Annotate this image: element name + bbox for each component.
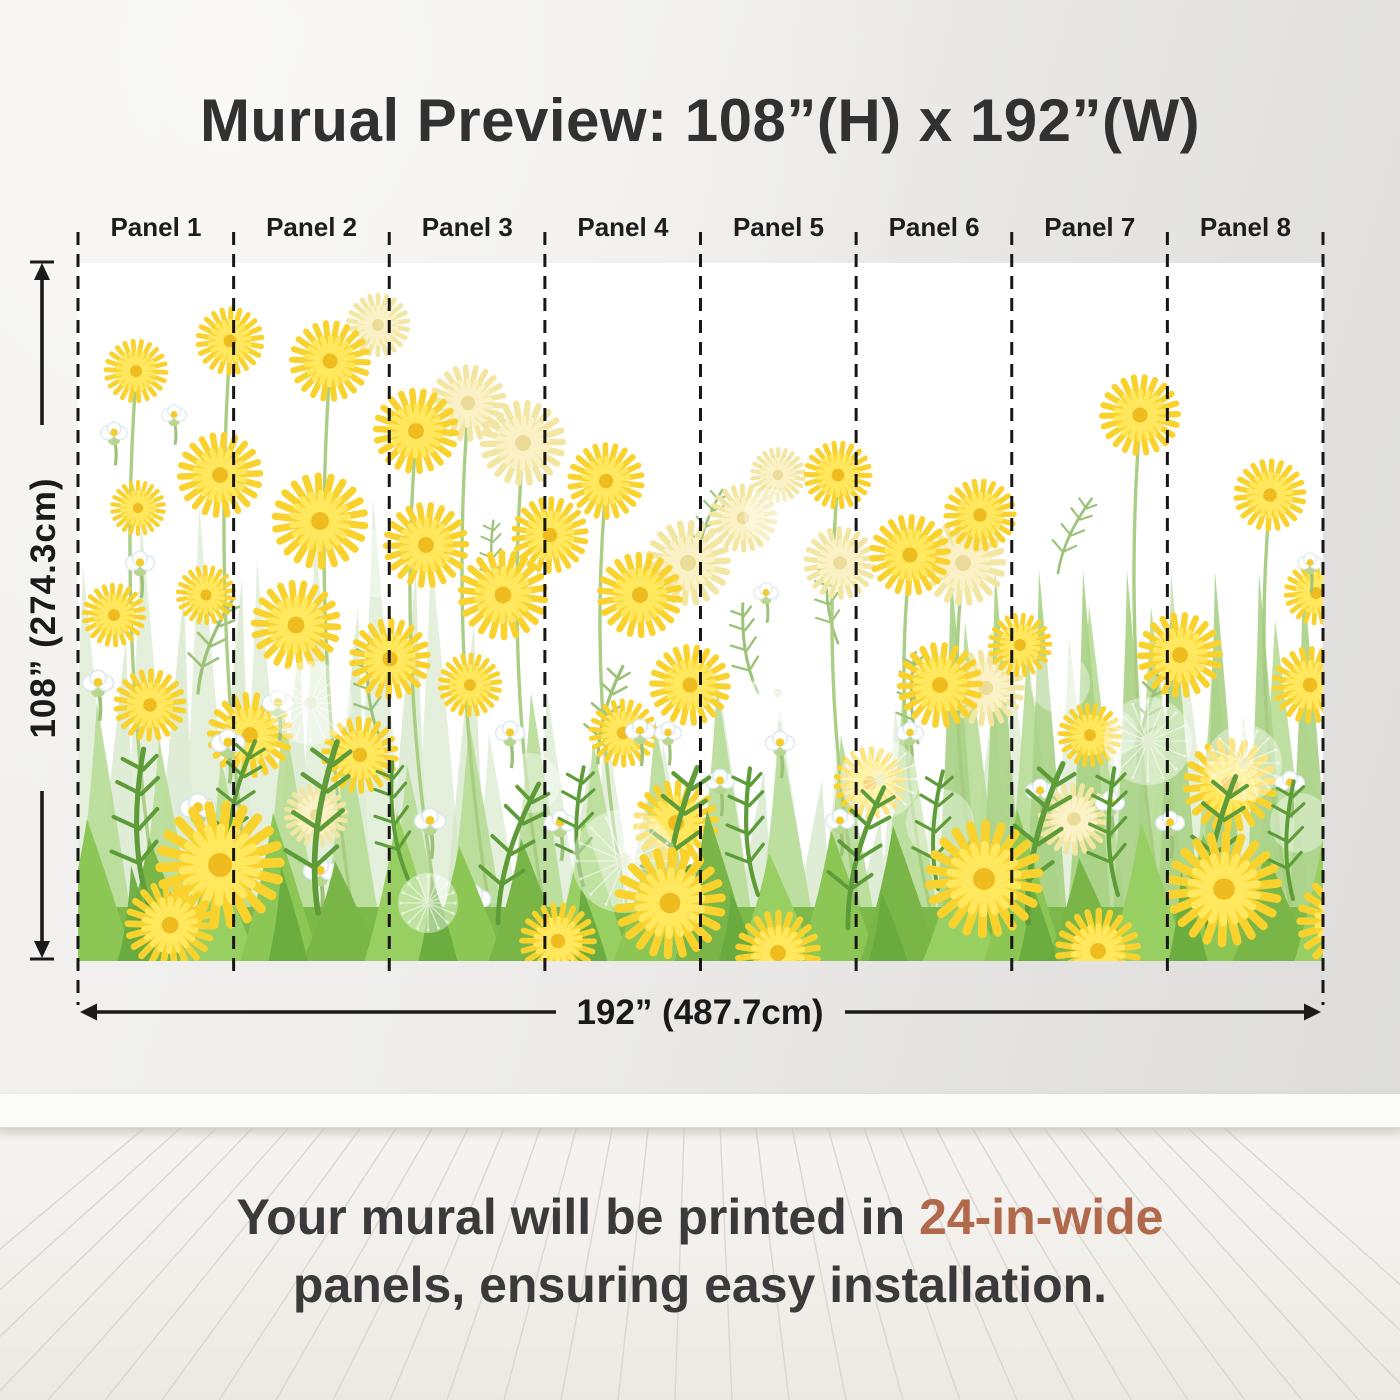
caption bbox=[0, 1183, 1400, 1319]
height-dimension bbox=[24, 262, 63, 959]
panel-label-4: Panel 4 bbox=[577, 212, 669, 242]
width-dimension bbox=[80, 993, 1321, 1032]
caption-highlight: 24-in-wide bbox=[919, 1189, 1164, 1245]
panel-label-7: Panel 7 bbox=[1044, 212, 1136, 242]
caption-text: Your mural will be printed in bbox=[236, 1189, 919, 1245]
mural-image bbox=[78, 263, 1323, 961]
caption-line2: panels, ensuring easy installation. bbox=[292, 1257, 1108, 1313]
panel-label-6: Panel 6 bbox=[888, 212, 980, 242]
page-title: Murual Preview: 108”(H) x 192”(W) bbox=[199, 87, 1201, 154]
width-dimension-label: 192” (487.7cm) bbox=[576, 993, 824, 1032]
panel-label-3: Panel 3 bbox=[421, 212, 513, 242]
height-dimension-label: 108” (274.3cm) bbox=[24, 477, 63, 739]
panel-label-5: Panel 5 bbox=[732, 212, 825, 242]
caption-line1 bbox=[0, 1183, 1400, 1251]
panel-label-1: Panel 1 bbox=[110, 212, 202, 242]
panel-label-8: Panel 8 bbox=[1199, 212, 1291, 242]
baseboard bbox=[0, 1094, 1400, 1128]
panel-label-2: Panel 2 bbox=[266, 212, 358, 242]
